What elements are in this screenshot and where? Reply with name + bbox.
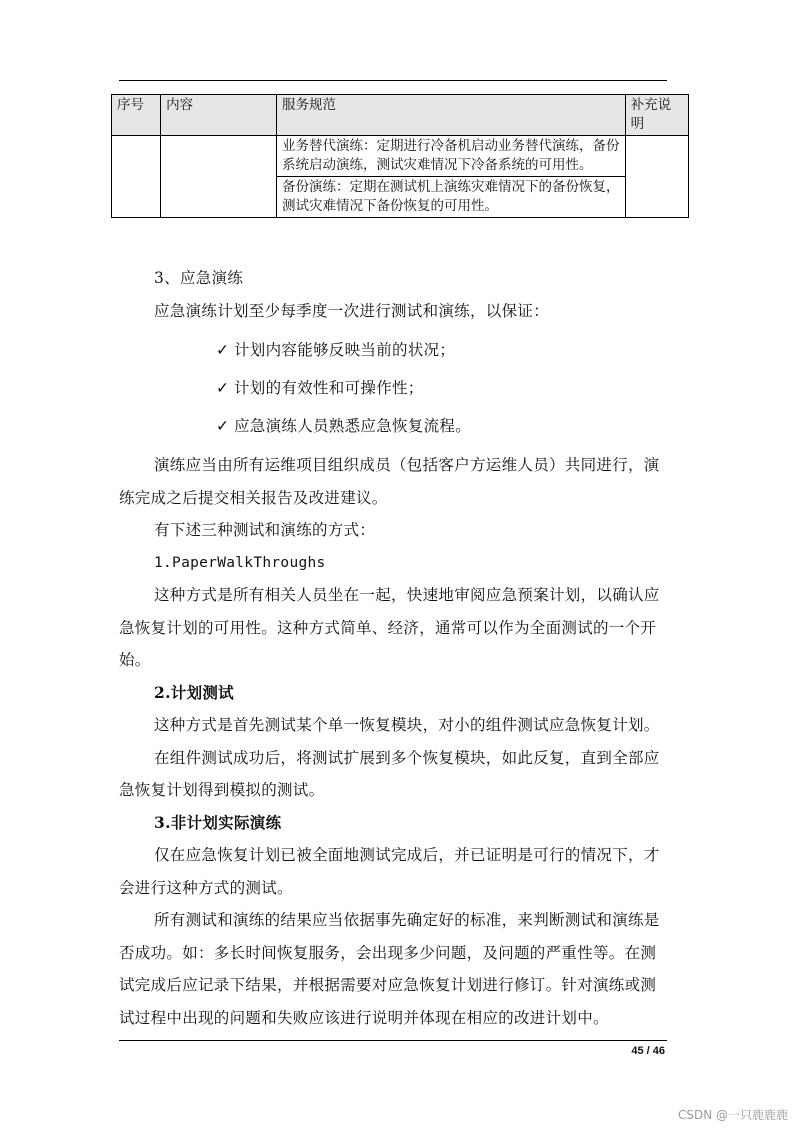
method1-title: 1.PaperWalkThroughs [154, 554, 326, 571]
cell-content [161, 136, 277, 218]
method2-text: 在组件测试成功后，将测试扩展到多个恢复模块，如此反复，直到全部应急恢复计划得到模拟的测试。 [119, 748, 660, 799]
header-rule [119, 80, 667, 81]
list-item [119, 407, 667, 445]
methods-paragraph: 有下述三种测试和演练的方式： [154, 521, 376, 539]
cell-notes [625, 136, 688, 218]
body-content [119, 262, 667, 1034]
method2-text: 这种方式是首先测试某个单一恢复模块，对小的组件测试应急恢复计划。 [154, 716, 660, 734]
header-notes: 补充说明 [625, 95, 688, 136]
list-item-text: 应急演练人员熟悉应急恢复流程。 [234, 417, 472, 435]
page-number: 45 / 46 [631, 1045, 665, 1057]
method3-text: 仅在应急恢复计划已被全面地测试完成后，并已证明是可行的情况下，才会进行这种方式的测试。 [119, 846, 660, 897]
method3-title: 3.非计划实际演练 [154, 812, 282, 832]
footer-rule [119, 1040, 667, 1041]
header-service-spec: 服务规范 [277, 95, 626, 136]
results-paragraph: 所有测试和演练的结果应当依据事先确定好的标准，来判断测试和演练是否成功。如：多长时间恢复服务，会出现多少问题，及问题的严重性等。在测试完成后应记录下结果，并根据需要对应急恢复计划进行修订。针对演练或测试过程中出现的问题和失败应该进行说明并体现在相应的改进计划中。 [119, 911, 660, 1027]
checkmark-icon: ✓ [216, 417, 230, 435]
watermark: CSDN @一只鹿鹿鹿 [677, 1108, 788, 1122]
checkmark-icon: ✓ [216, 341, 230, 359]
service-spec-table [111, 94, 689, 218]
checklist [119, 331, 667, 445]
method2-title: 2.计划测试 [154, 682, 234, 702]
participants-paragraph: 演练应当由所有运维项目组织成员（包括客户方运维人员）共同进行，演练完成之后提交相关报告及改进建议。 [119, 456, 660, 507]
list-item [119, 331, 667, 369]
cell-index [112, 136, 161, 218]
checkmark-icon: ✓ [216, 379, 230, 397]
list-item-text: 计划的有效性和可操作性； [234, 379, 424, 397]
method1-text: 这种方式是所有相关人员坐在一起，快速地审阅应急预案计划，以确认应急恢复计划的可用性。这种方式简单、经济，通常可以作为全面测试的一个开始。 [119, 586, 660, 669]
cell-service-spec: 业务替代演练：定期进行冷备机启动业务替代演练，备份系统启动演练，测试灾难情况下冷备系统的可用性。 [277, 136, 626, 177]
section-heading: 3、应急演练 [154, 269, 244, 287]
list-item [119, 369, 667, 407]
list-item-text: 计划内容能够反映当前的状况； [234, 341, 456, 359]
header-content: 内容 [161, 95, 277, 136]
table-row [112, 136, 689, 177]
cell-service-spec: 备份演练：定期在测试机上演练灾难情况下的备份恢复，测试灾难情况下备份恢复的可用性。 [277, 177, 626, 218]
intro-paragraph: 应急演练计划至少每季度一次进行测试和演练，以保证： [154, 301, 550, 320]
table-header-row [112, 95, 689, 136]
header-index: 序号 [112, 95, 161, 136]
